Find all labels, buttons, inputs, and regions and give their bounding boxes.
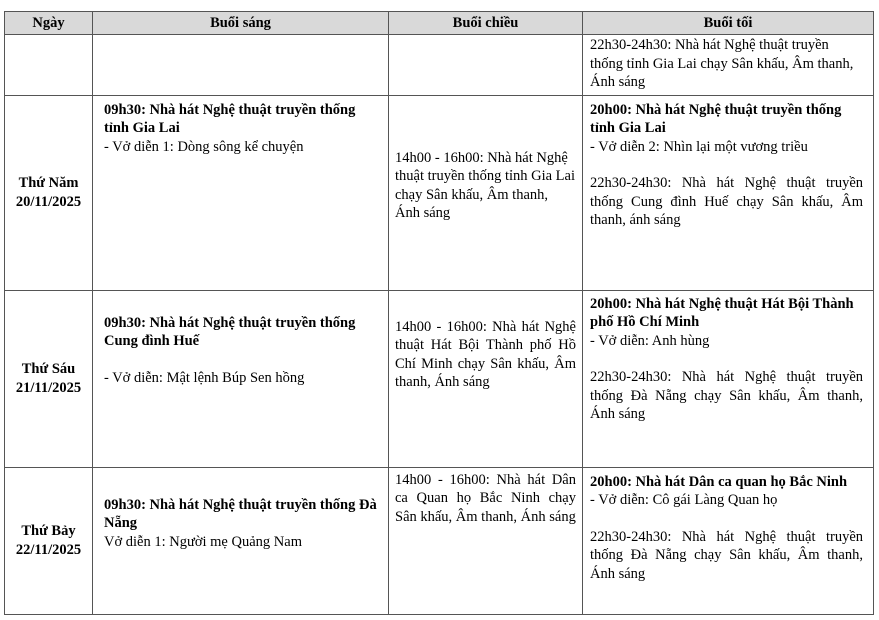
day-cell: [5, 290, 93, 467]
evening-title: 20h00: Nhà hát Nghệ thuật Hát Bội Thành phố Hồ Chí Minh: [590, 295, 854, 330]
afternoon-cell: [389, 290, 583, 467]
morning-cell: [93, 35, 389, 96]
evening-detail: - Vở diễn: Cô gái Làng Quan họ: [590, 492, 778, 508]
table-row: [5, 290, 874, 467]
evening-detail: - Vở diễn: Anh hùng: [590, 332, 710, 349]
afternoon-text: 14h00 - 16h00: Nhà hát Nghệ thuật Hát Bội Thành phố Hồ Chí Minh chạy Sân khấu, Âm thanh, Ánh sáng: [395, 318, 576, 390]
evening-cell: [583, 467, 874, 614]
day-date: 20/11/2025: [15, 193, 82, 210]
header-row: [5, 12, 874, 35]
evening-detail: - Vở diễn 2: Nhìn lại một vương triều: [590, 138, 808, 155]
day-name: Thứ Bảy: [21, 523, 76, 539]
morning-detail: - Vở diễn 1: Dòng sông kể chuyện: [104, 138, 304, 155]
morning-detail: Vở diễn 1: Người mẹ Quảng Nam: [104, 533, 302, 550]
table-row: [5, 35, 874, 96]
morning-title: 09h30: Nhà hát Nghệ thuật truyền thống Cung đình Huế: [104, 314, 356, 349]
evening-extra: 22h30-24h30: Nhà hát Nghệ thuật truyền thống Cung đình Huế chạy Sân khấu, Âm thanh, ánh sáng: [590, 175, 863, 228]
day-cell: [5, 467, 93, 614]
afternoon-cell: [389, 95, 583, 290]
evening-extra: 22h30-24h30: Nhà hát Nghệ thuật truyền thống Đà Nẵng chạy Sân khấu, Âm thanh, Ánh sáng: [590, 369, 863, 422]
morning-title: 09h30: Nhà hát Nghệ thuật truyền thống Đà Nẵng: [104, 496, 377, 531]
afternoon-cell: [389, 467, 583, 614]
morning-cell: [93, 467, 389, 614]
day-name: Thứ Năm: [18, 175, 79, 191]
day-date: 21/11/2025: [15, 379, 82, 396]
schedule-table: [4, 11, 874, 615]
header-morning: Buổi sáng: [93, 12, 389, 35]
header-afternoon: Buổi chiều: [389, 12, 583, 35]
morning-title: 09h30: Nhà hát Nghệ thuật truyền thống tỉnh Gia Lai: [104, 101, 356, 136]
day-cell: [5, 35, 93, 96]
evening-title: 20h00: Nhà hát Dân ca quan họ Bắc Ninh: [590, 473, 848, 490]
morning-cell: [93, 290, 389, 467]
evening-title: 20h00: Nhà hát Nghệ thuật truyền thống tỉnh Gia Lai: [590, 101, 842, 136]
table-row: [5, 95, 874, 290]
afternoon-cell: [389, 35, 583, 96]
evening-cell: [583, 290, 874, 467]
day-name: Thứ Sáu: [21, 361, 76, 377]
morning-detail: - Vở diễn: Mật lệnh Búp Sen hồng: [104, 369, 305, 386]
evening-extra: 22h30-24h30: Nhà hát Nghệ thuật truyền thống Đà Nẵng chạy Sân khấu, Âm thanh, Ánh sáng: [590, 528, 863, 582]
afternoon-text: 14h00 - 16h00: Nhà hát Dân ca Quan họ Bắc Ninh chạy Sân khấu, Âm thanh, Ánh sáng: [395, 471, 576, 525]
evening-cell: [583, 95, 874, 290]
evening-cell: [583, 35, 874, 96]
day-date: 22/11/2025: [15, 541, 82, 558]
afternoon-text: 14h00 - 16h00: Nhà hát Nghệ thuật truyền thống tỉnh Gia Lai chạy Sân khấu, Âm thanh, Ánh sáng: [395, 149, 576, 221]
table-row: [5, 467, 874, 614]
morning-cell: [93, 95, 389, 290]
evening-text: 22h30-24h30: Nhà hát Nghệ thuật truyền thống tỉnh Gia Lai chạy Sân khấu, Âm thanh, Ánh sáng: [590, 37, 854, 90]
header-evening: Buổi tối: [583, 12, 874, 35]
header-day: Ngày: [5, 12, 93, 35]
day-cell: [5, 95, 93, 290]
